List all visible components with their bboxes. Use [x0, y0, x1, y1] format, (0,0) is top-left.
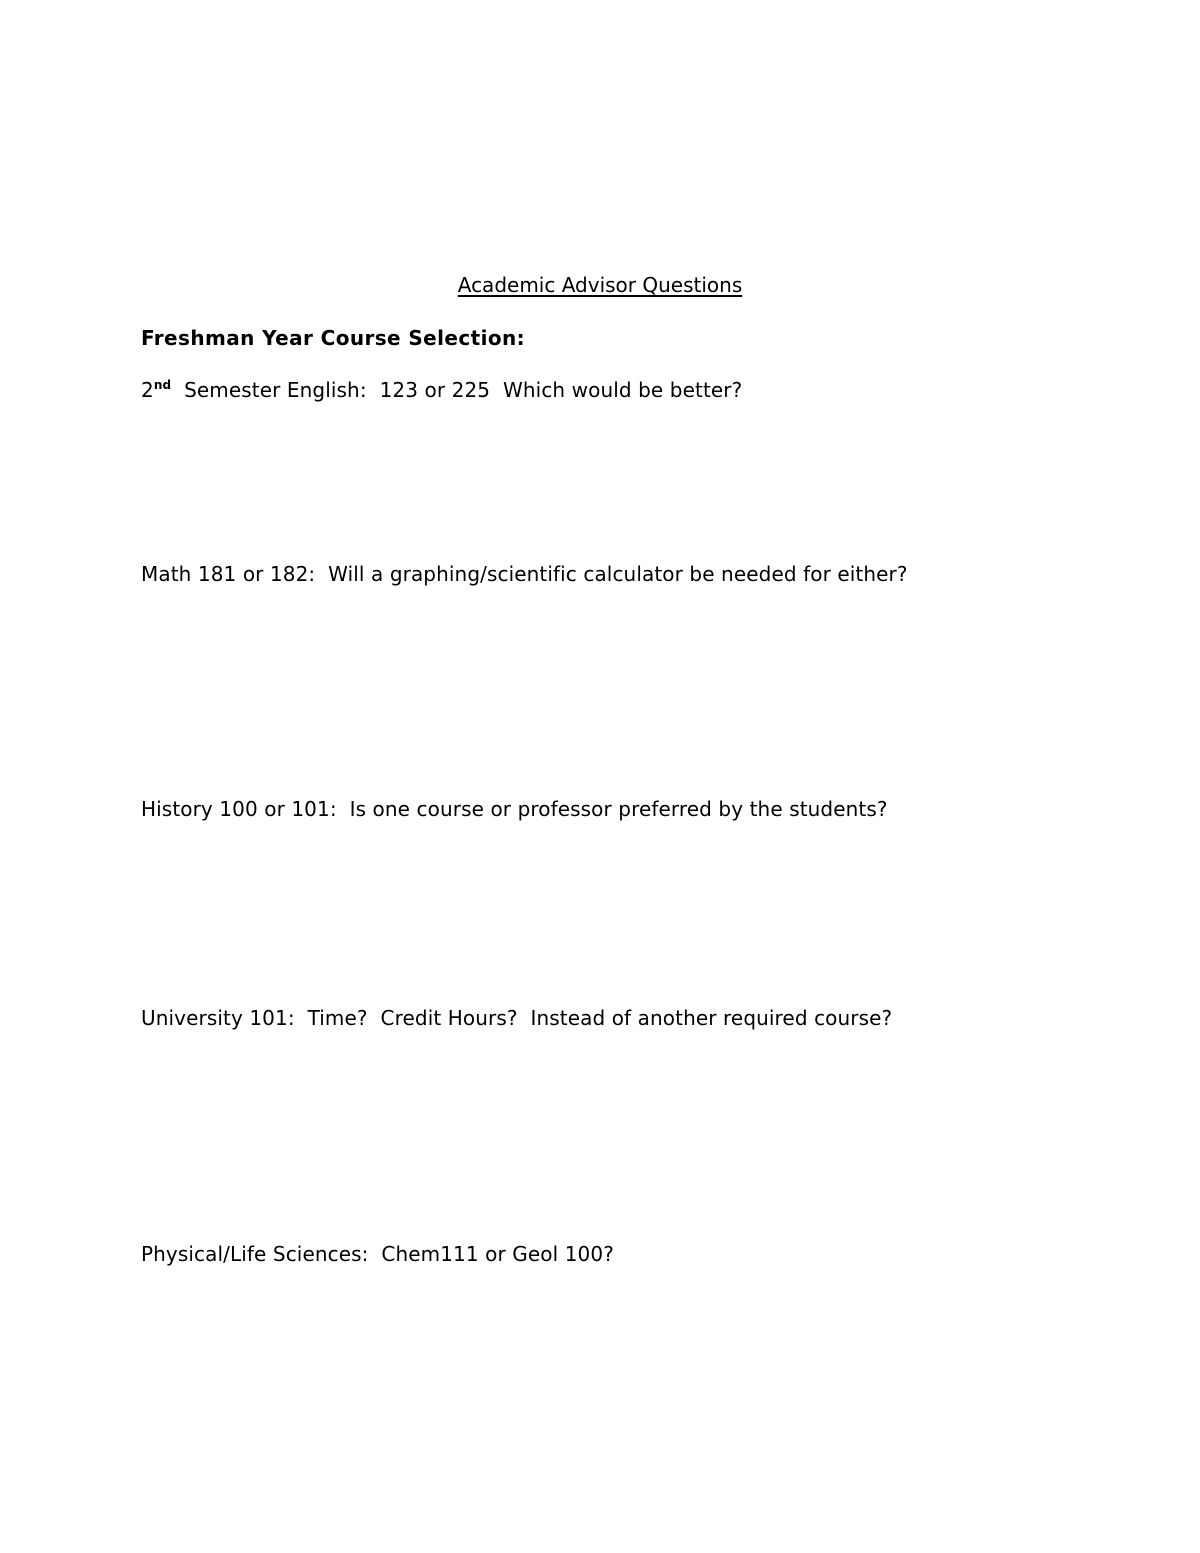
question-english [141, 378, 742, 402]
question-math: Math 181 or 182: Will a graphing/scientific calculator be needed for either? [141, 562, 908, 586]
question-english-text: Semester English: 123 or 225 Which would be better? [171, 378, 743, 402]
ordinal-number: 2 [141, 378, 154, 402]
question-history: History 100 or 101: Is one course or professor preferred by the students? [141, 797, 888, 821]
question-sciences: Physical/Life Sciences: Chem111 or Geol 100? [141, 1242, 614, 1266]
question-university: University 101: Time? Credit Hours? Instead of another required course? [141, 1006, 893, 1030]
ordinal-suffix: nd [153, 378, 172, 392]
section-heading: Freshman Year Course Selection: [141, 326, 526, 350]
document-title: Academic Advisor Questions [457, 273, 743, 297]
